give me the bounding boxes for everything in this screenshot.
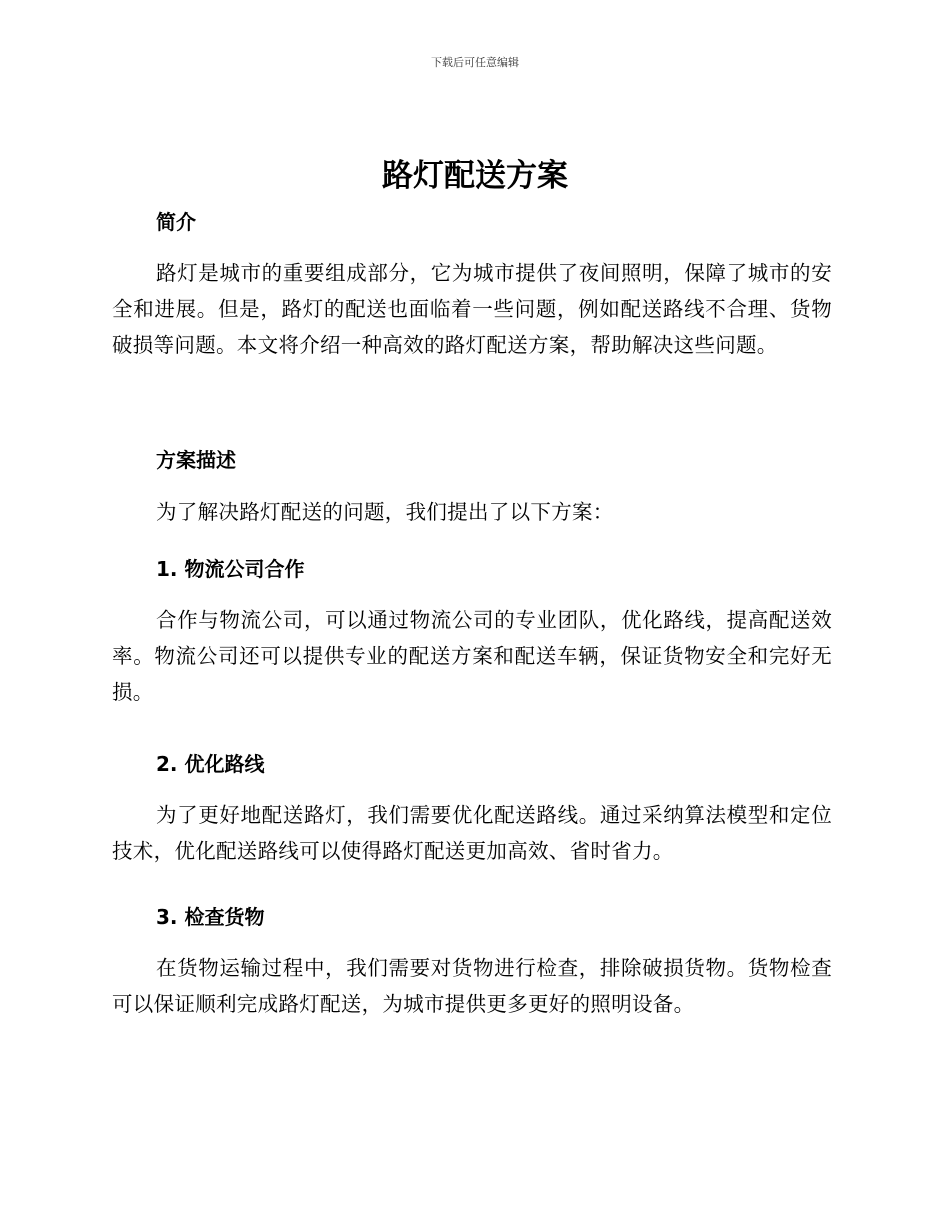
item1-heading: 1. 物流公司合作 bbox=[156, 557, 305, 581]
plan-paragraph: 为了解决路灯配送的问题，我们提出了以下方案： bbox=[156, 500, 614, 524]
item3-heading: 3. 检查货物 bbox=[156, 905, 265, 929]
plan-heading: 方案描述 bbox=[156, 448, 236, 472]
intro-paragraph: 路灯是城市的重要组成部分，它为城市提供了夜间照明，保障了城市的安全和进展。但是，路灯的配送也面临着一些问题，例如配送路线不合理、货物破损等问题。本文将介绍一种高效的路灯配送方案，帮助解决这些问题。 bbox=[112, 261, 832, 357]
item3-paragraph: 在货物运输过程中，我们需要对货物进行检查，排除破损货物。货物检查可以保证顺利完成路灯配送，为城市提供更多更好的照明设备。 bbox=[112, 956, 832, 1016]
item2-paragraph: 为了更好地配送路灯，我们需要优化配送路线。通过采纳算法模型和定位技术，优化配送路线可以使得路灯配送更加高效、省时省力。 bbox=[112, 803, 832, 863]
intro-heading: 简介 bbox=[156, 210, 196, 234]
item1-paragraph: 合作与物流公司，可以通过物流公司的专业团队，优化路线，提高配送效率。物流公司还可以提供专业的配送方案和配送车辆，保证货物安全和完好无损。 bbox=[112, 608, 832, 704]
header-note: 下载后可任意编辑 bbox=[431, 56, 519, 69]
item2-heading: 2. 优化路线 bbox=[156, 752, 265, 776]
page-title: 路灯配送方案 bbox=[382, 158, 568, 194]
